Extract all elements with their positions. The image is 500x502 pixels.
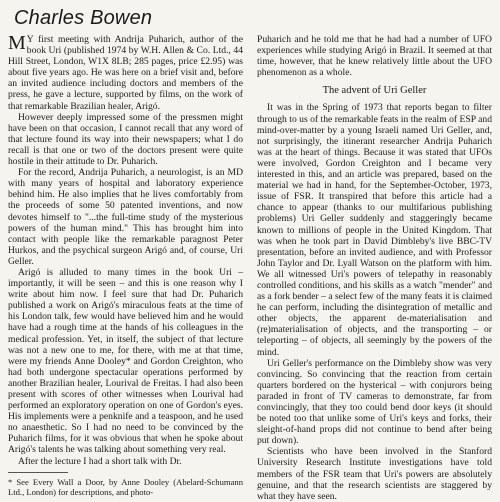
paragraph: It was in the Spring of 1973 that reports began to filter through to us of the remarkable feats in the realm of ESP and mind-over-matter by a young Israeli named Uri Geller, and, not surprisingly, the itinerant researcher Andrija Puharich was at the heart of things. Because it was stated that UFOs were involved, Gordon Creighton and I became very interested in this, and an article was prepared, based on the material we had in hand, for the September-October, 1973, issue of FSR. It transpired that before this article had a chance to appear (thanks to our multifarious publishing problems) Uri Geller suddenly and staggeringly became known to millions of people in the United Kingdom. That was when he took part in David Dimbleby's live BBC-TV presentation, before an invited audience, and with Professor John Taylor and Dr. Lyall Watson on the platform with him. We all witnessed Uri's powers of telepathy in reasonably controlled conditions, and his skills as a watch "mender" and as a fork bender – a select few of the many feats it is claimed he can perform, including the disintegration of metallic and other objects, the apparent de-materialisation and (re)materialisation of objects, and the transporting – or teleporting – of objects, all seemingly by the powers of the mind. [257,102,492,358]
paragraph: Arigó is alluded to many times in the book Uri – importantly, it will be seen – and this is one reason why I write about him now. I feel sure that had Dr. Puharich published a work on Arigó's miraculous feats at the time of his London talk, few would have believed him and he would have had a rough time at the hands of his colleagues in the medical profession. Yet, in itself, the subject of that lecture was not a new one to me, for there, with me at that time, were my friends Anne Dooley* and Gordon Creighton, who had both undergone spectacular operations performed by another Brazilian healer, Lourival de Freitas. I had also been present with scores of other witnesses when Lourival had performed an exploratory operation on one of Gordon's eyes. His implements were a penknife and a teaspoon, and he used no anaesthetic. So I had no need to be convinced by the Puharich films, for it was obvious that when he spoke about Arigó's talents he was talking about something very real. [8,266,243,456]
footnote: * See Every Wall a Door, by Anne Dooley (Abelard-Schumann Ltd., London) for descriptions, and photo- [8,476,243,497]
paragraph: For the record, Andrija Puharich, a neurologist, is an MD with many years of hospital and laboratory experience behind him. He also implies that he lives comfortably from the proceeds of some 50 patented inventions, and now devotes himself to "...the full-time study of the mysterious powers of the human mind." This has brought him into contact with people like the remarkable paragnost Peter Hurkos, and the psychical surgeon Arigó and, of course, Uri Geller. [8,167,243,267]
drop-cap: M [8,32,26,54]
paragraph: However deeply impressed some of the pressmen might have been on that occasion, I cannot recall that any word of that lecture found its way into their newspapers; what I do recall is that one or two of the doctors present were quite hostile in their attitude to Dr. Puharich. [8,111,243,168]
left-column [8,34,243,502]
article-columns [8,34,492,502]
paragraph: Scientists who have been involved in the Stanford University Research Institute investigations have told members of the FSR team that Uri's powers are absolutely genuine, and that the research scientists are staggered by what they have seen. [257,446,492,502]
section-heading: The advent of Uri Geller [322,85,427,97]
opening-text: Y first meeting with Andrija Puharich, author of the book Uri (published 1974 by W.H. Allen & Co. Ltd., 44 Hill Street, London, W1X 8LB; 285 pages, price £2.95) was about five years ago. He was here on a brief visit and, before an invited audience including doctors and members of the press, he gave a lecture, supported by films, on the work of that remarkable Brazilian healer, Arigó. [8,34,243,112]
continued-paragraph: Puharich and he told me that he had had a number of UFO experiences while studying Arigó in Brazil. It seemed at that time, however, that he knew relatively little about the UFO phenomenon as a whole. [257,34,492,79]
footnote-divider [8,472,68,473]
opening-paragraph [8,34,243,112]
right-column [257,34,492,502]
paragraph: Uri Geller's performance on the Dimbleby show was very convincing. So convincing that the reaction from certain quarters bordered on the hysterical – with conjurors being paraded in front of TV cameras to demonstrate, far from convincingly, that they too could bend door keys (it should be noted too that unlike some of Uri's keys and forks, their sleight-of-hand props did not continue to bend after being put down). [257,357,492,447]
paragraph: After the lecture I had a short talk with Dr. [18,455,182,467]
author-byline: Charles Bowen [14,7,153,29]
